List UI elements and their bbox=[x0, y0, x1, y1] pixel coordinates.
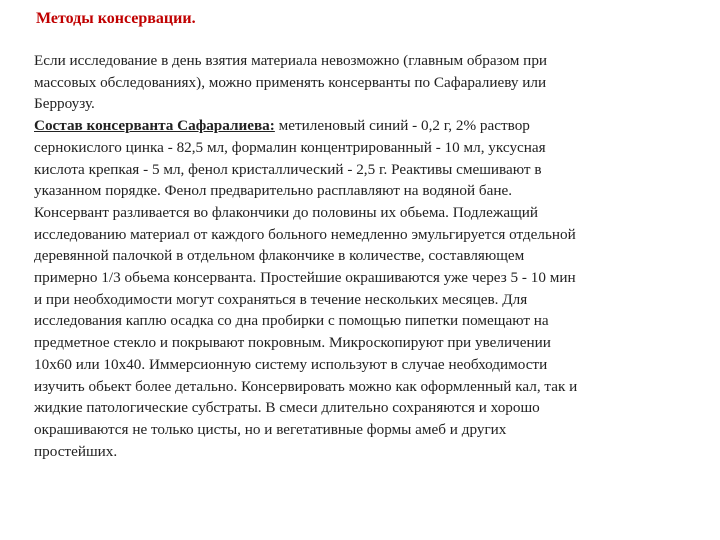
slide-body bbox=[34, 50, 686, 462]
text-line: и при необходимости могут сохраняться в течение нескольких месяцев. Для bbox=[34, 290, 528, 308]
text-line: Консервант разливается во флакончики до половины их обьема. Подлежащий bbox=[34, 203, 539, 221]
text-line: Если исследование в день взятия материала невозможно (главным образом при bbox=[34, 52, 548, 69]
text-line: примерно 1/3 обьема консерванта. Простейшие окрашиваются уже через 5 - 10 мин bbox=[34, 269, 576, 287]
composition-paragraph bbox=[34, 115, 686, 462]
text-line: исследования каплю осадка со дна пробирки с помощью пипетки помещают на bbox=[34, 312, 549, 330]
text-line: простейших. bbox=[34, 442, 118, 460]
text-line bbox=[34, 115, 686, 137]
slide-title: Методы консервации. bbox=[36, 10, 196, 27]
text-line: указанном порядке. Фенол предварительно расплавляют на водяной бане. bbox=[34, 182, 513, 200]
text-line: изучить обьект более детально. Консервировать можно как оформленный кал, так и bbox=[34, 377, 578, 395]
text-line: предметное стекло и покрывают покровным. Микроскопируют при увеличении bbox=[34, 334, 551, 352]
text-line: массовых обследованиях), можно применять консерванты по Сафаралиеву или bbox=[34, 73, 547, 91]
text-line: окрашиваются не только цисты, но и вегетативные формы амеб и других bbox=[34, 420, 507, 438]
composition-heading: Состав консерванта Сафаралиева: bbox=[34, 117, 275, 135]
text-line: Берроузу. bbox=[34, 95, 95, 113]
text-line: 10х60 или 10х40. Иммерсионную систему используют в случае необходимости bbox=[34, 355, 548, 373]
text-line: жидкие патологические субстраты. В смеси длительно сохраняются и хорошо bbox=[34, 399, 540, 417]
text-line: исследованию материал от каждого больного немедленно эмульгируется отдельной bbox=[34, 225, 576, 243]
text-line: деревянной палочкой в отдельном флакончике в количестве, составляющем bbox=[34, 247, 525, 265]
intro-paragraph bbox=[34, 50, 686, 115]
composition-first-line: метиленовый синий - 0,2 г, 2% раствор bbox=[274, 117, 530, 135]
text-line: кислота крепкая - 5 мл, фенол кристаллический - 2,5 г. Реактивы смешивают в bbox=[34, 160, 542, 178]
text-line: сернокислого цинка - 82,5 мл, формалин концентрированный - 10 мл, уксусная bbox=[34, 138, 546, 156]
